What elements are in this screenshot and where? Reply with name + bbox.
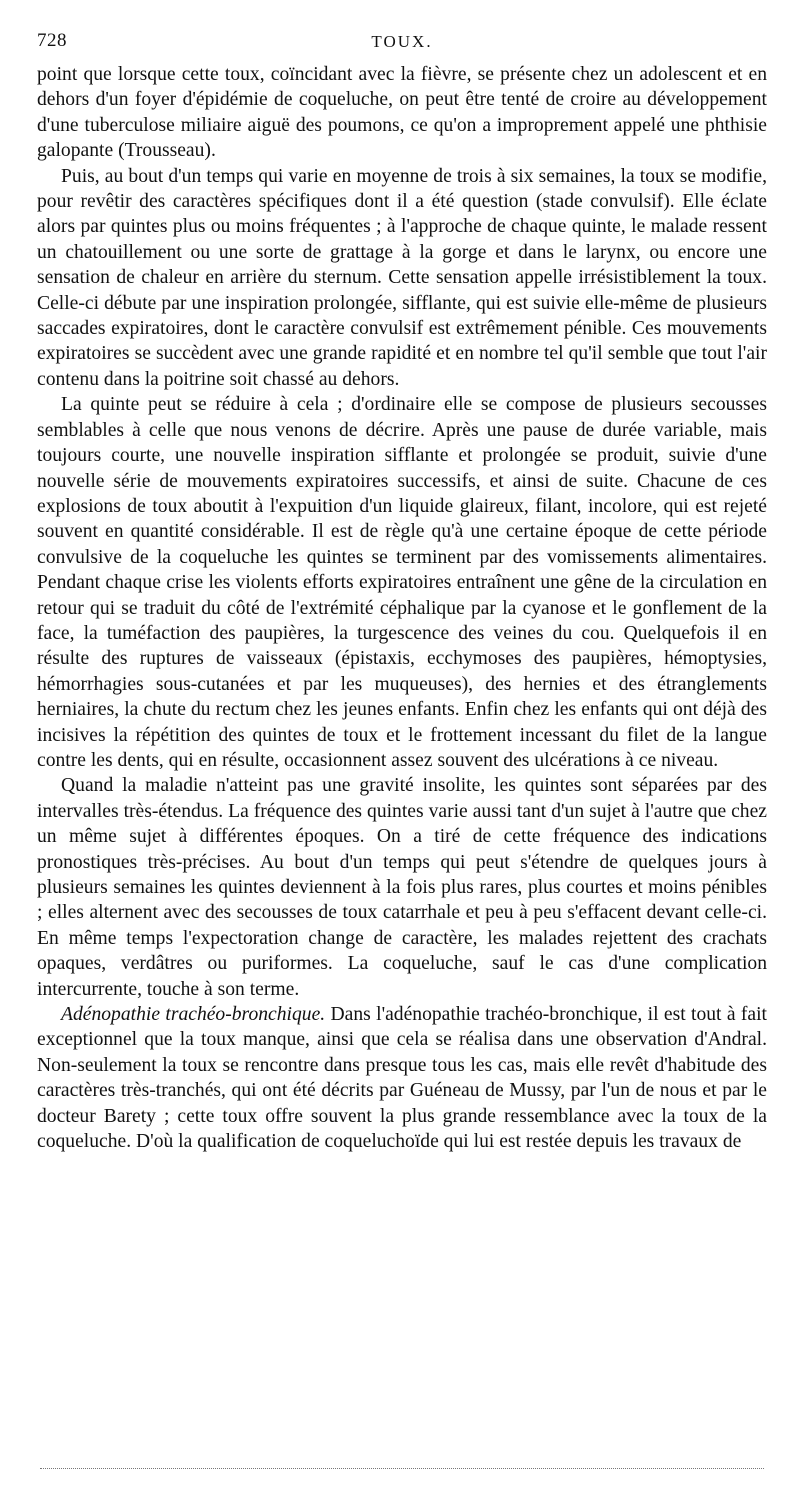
running-head: [37, 30, 767, 62]
book-page: [37, 30, 767, 1154]
paragraph-adenopathy: [37, 1002, 767, 1154]
paragraph-quinte-frequency: Quand la maladie n'atteint pas une gravité insolite, les quintes sont séparées par des intervalles très-étendus. La fréquence des quintes varie aussi tant d'un sujet à l'autre que chez un même sujet à différentes époques. On a tiré de cette fréquence des indications pronostiques très-précises. Au bout d'un temps qui peut s'étendre de quelques jours à plusieurs semaines les quintes deviennent à la fois plus rares, plus courtes et moins pénibles ; elles alternent avec des secousses de toux catarrhale et peu à peu s'effacent devant celle-ci. En même temps l'expectoration change de caractère, les malades rejettent des crachats opaques, verdâtres ou puriformes. La coqueluche, sauf le cas d'une complication intercurrente, touche à son terme.: [37, 775, 767, 1000]
body-text: [37, 62, 767, 1154]
paragraph-quinte-description: La quinte peut se réduire à cela ; d'ordinaire elle se compose de plusieurs secousses semblables à celle que nous venons de décrire. Après une pause de durée variable, mais toujours courte, une nouvelle inspiration sifflante et prolongée se produit, suivie d'une nouvelle série de mouvements expiratoires successifs, et ainsi de suite. Chacune de ces explosions de toux aboutit à l'expuition d'un liquide glaireux, filant, incolore, qui est rejeté souvent en quantité considérable. Il est de règle qu'à une certaine époque de cette période convulsive de la coqueluche les quintes se terminent par des vomissements alimentaires. Pendant chaque crise les violents efforts expiratoires entraînent une gêne de la circulation en retour qui se traduit du côté de l'extrémité céphalique par la cyanose et le gonflement de la face, la tuméfaction des paupières, la turgescence des veines du cou. Quelquefois il en résulte des ruptures de vaisseaux (épistaxis, ecchymoses des paupières, hémoptysies, hémorrhagies sous-cutanées et par les muqueuses), des hernies et des étranglements herniaires, la chute du rectum chez les jeunes enfants. Enfin chez les enfants qui ont déjà des incisives la répétition des quintes de toux et le frottement incessant du filet de la langue contre les dents, qui en résulte, occasionnent assez souvent des ulcérations à ce niveau.: [37, 394, 767, 771]
paragraph-convulsive-stage: Puis, au bout d'un temps qui varie en moyenne de trois à six semaines, la toux se modifie, pour revêtir des caractères spécifiques dont il a été question (stade convulsif). Elle éclate alors par quintes plus ou moins fréquentes ; à l'approche de chaque quinte, le malade ressent un chatouillement ou une sorte de grattage à la gorge et dans le larynx, ou encore une sensation de chaleur en arrière du sternum. Cette sensation appelle irrésistiblement la toux. Celle-ci débute par une inspiration prolongée, sifflante, qui est suivie elle-même de plusieurs saccades expiratoires, dont le caractère convulsif est extrêmement pénible. Ces mouvements expiratoires se succèdent avec une grande rapidité et en nombre tel qu'il semble que tout l'air contenu dans la poitrine soit chassé au dehors.: [37, 165, 767, 390]
section-lead-italic: Adénopathie trachéo-bronchique.: [61, 1004, 326, 1026]
page-number: 728: [37, 30, 67, 51]
paragraph-adenopathy-text: Dans l'adénopathie trachéo-bronchique, il est tout à fait exceptionnel que la toux manque, ainsi que cela se réalisa dans une observation d'Andral. Non-seulement la toux se rencontre dans presque tous les cas, mais elle revêt d'habitude des caractères très-tranchés, qui ont été décrits par Guéneau de Mussy, par l'un de nous et par le docteur Barety ; cette toux offre souvent la plus grande ressemblance avec la toux de la coqueluche. D'où la qualification de coqueluchoïde qui lui est restée depuis les travaux de: [37, 1004, 767, 1153]
paragraph-continuation: point que lorsque cette toux, coïncidant avec la fièvre, se présente chez un adolescent et en dehors d'un foyer d'épidémie de coqueluche, on peut être tenté de croire au développement d'une tuberculose miliaire aiguë des poumons, ce qu'on a improprement appelé une phthisie galopante (Trousseau).: [37, 64, 767, 162]
footer-dotted-rule: [40, 1468, 764, 1469]
running-title: TOUX.: [371, 32, 433, 51]
